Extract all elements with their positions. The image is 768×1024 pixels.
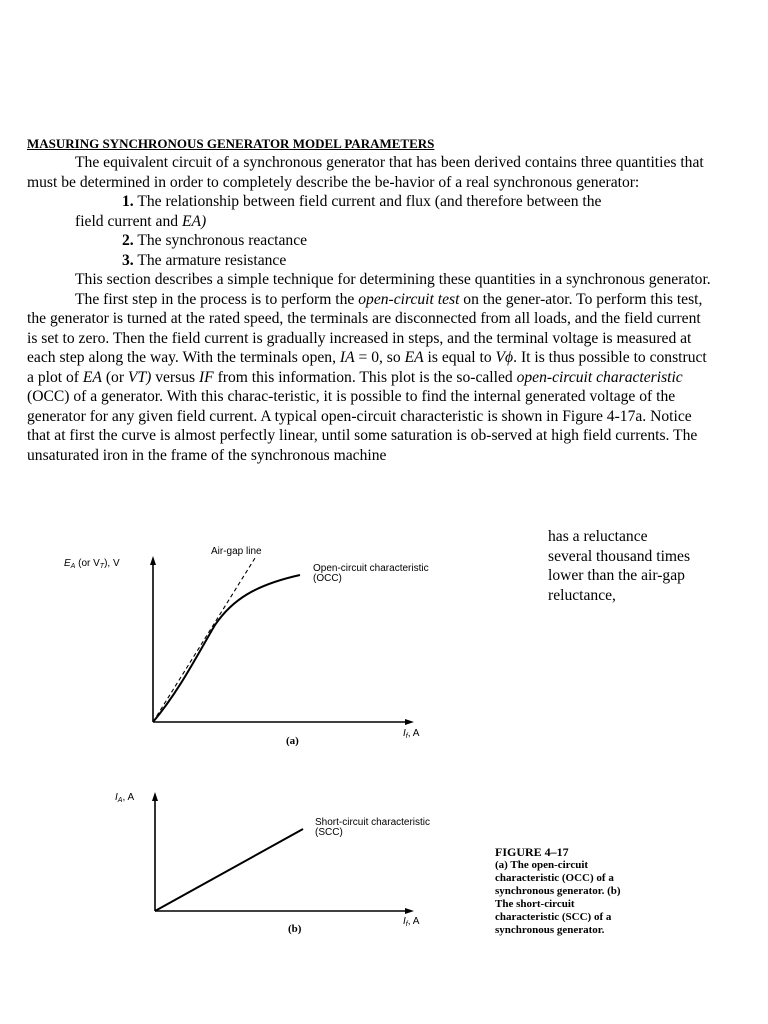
figure-b-y-arrow [152,792,158,801]
scc-label-line-2: (SCC) [315,827,343,838]
side-note-line: has a reluctance [548,528,648,545]
list-item-3: 3. The armature resistance [122,251,287,269]
figure-caption-line: characteristic (OCC) of a [495,872,614,884]
figure-b-x-arrow [405,908,414,914]
occ-label-line-1: Open-circuit characteristic [313,563,429,574]
figure-b-x-label: $I_f$, A [403,916,420,928]
figure-b-y-label: $I_A$, A [115,792,135,804]
figure-a [64,546,429,747]
figure-a-y-label: $E_A$ (or $V_T$), V [64,558,120,570]
figure-caption-title: FIGURE 4–17 [495,845,569,859]
side-note-line: lower than the air-gap [548,567,685,584]
list-item-1-continued: field current and EA) [75,212,207,230]
figure-a-x-label: $I_f$, A [403,728,420,740]
list-item-1: 1. The relationship between field current and flux (and therefore between the [122,193,602,210]
occ-curve [153,575,300,722]
figure-caption-line: The short-circuit [495,898,575,910]
figure-a-y-arrow [150,556,156,565]
figure-b [115,792,430,935]
figure-caption-line: synchronous generator. (b) [495,885,621,897]
figure-b-panel-label: (b) [288,923,302,935]
figure-caption-line: (a) The open-circuit [495,859,589,871]
open-circuit-test-paragraph: The first step in the process is to perform the open-circuit test on the gener-ator. To perform this test, the generator is turned at the rated speed, the terminals are disconnected from all loads, and the field current is set to zero. Then the field current is gradually increased in steps, and the terminal voltage is measured at each step along the way. With the terminals open, IA = 0, so EA is equal to Vϕ. It is thus possible to construct a plot of EA (or VT) versus IF from this information. This plot is the so-called open-circuit characteristic (OCC) of a generator. With this charac-teristic, it is possible to find the internal generated voltage of the generator for any given field current. A typical open-circuit characteristic is shown in Figure 4-17a. Notice that at first the curve is almost perfectly linear, until some saturation is ob-served at high field currents. The unsaturated iron in the frame of the synchronous machine [27,290,707,464]
intro-paragraph: The equivalent circuit of a synchronous generator that has been derived contains three quantities that must be determined in order to completely describe the be-havior of a real synchronous generator: [27,154,704,191]
figure-caption-line: characteristic (SCC) of a [495,911,612,923]
airgap-line-label: Air-gap line [211,546,262,557]
figure-caption [495,846,655,937]
section-heading: MASURING SYNCHRONOUS GENERATOR MODEL PARAMETERS [27,136,435,151]
scc-label-line-1: Short-circuit characteristic [315,817,431,828]
scc-line [155,829,303,911]
side-note-line: several thousand times [548,547,691,565]
occ-label-line-2: (OCC) [313,573,342,584]
figure-a-x-arrow [405,719,414,725]
airgap-line [153,558,255,722]
list-item-2: 2. The synchronous reactance [122,232,308,249]
figure-a-panel-label: (a) [286,735,299,747]
side-note-line: reluctance, [548,586,616,604]
section-description-paragraph: This section describes a simple technique for determining these quantities in a synchronous generator. [75,271,711,288]
figure-caption-line: synchronous generator. [495,924,605,936]
